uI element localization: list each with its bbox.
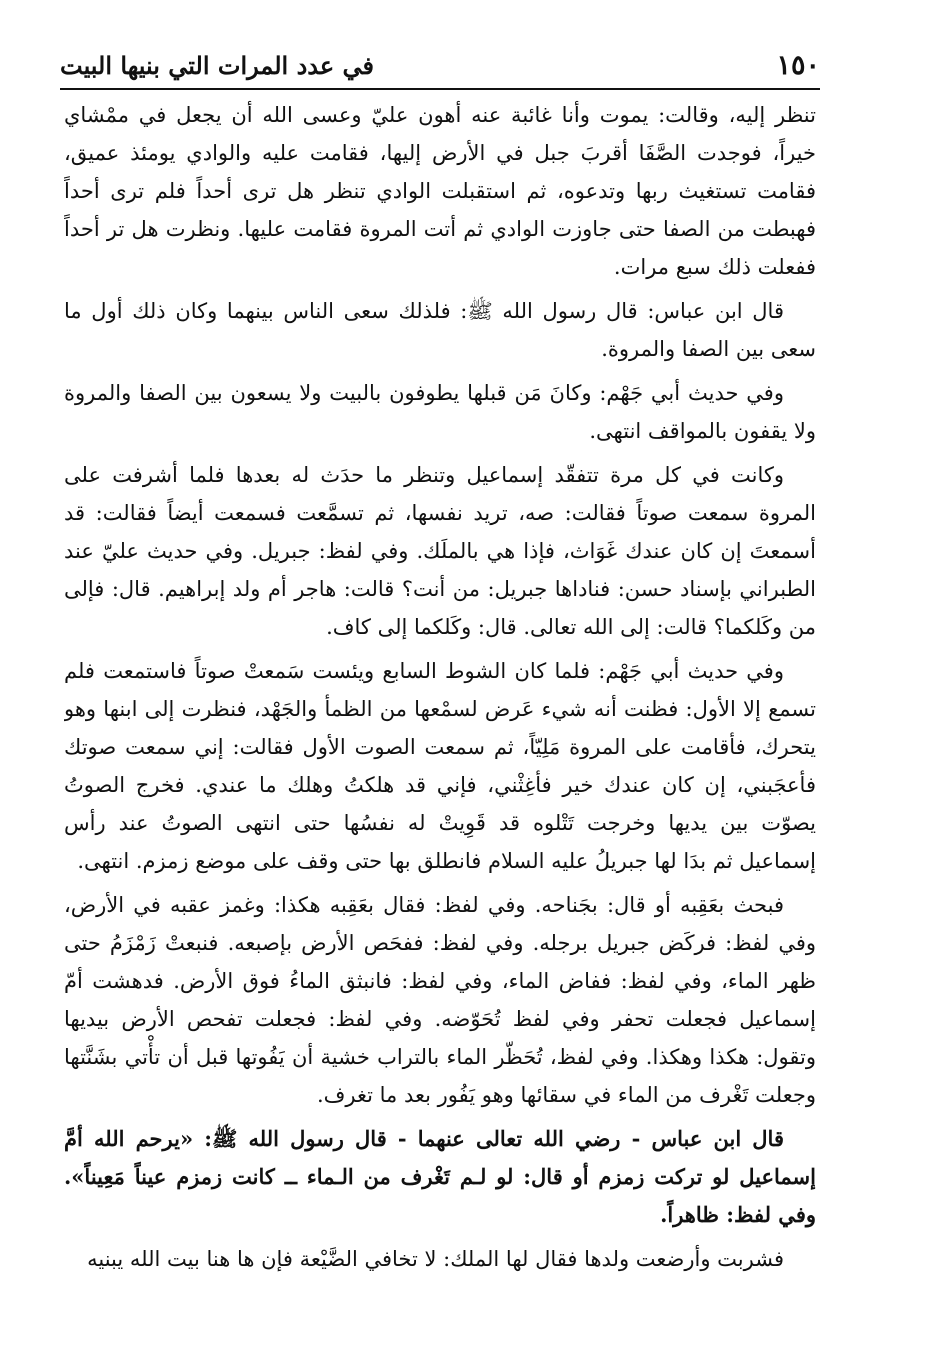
paragraph-hadith-zamzam: قال ابن عباس - رضي الله تعالى عنهما - قال رسول الله ﷺ: «يرحم الله أمَّ إسماعيل لو تركت زمزم أو قال: لو لـم تَغْرف من الـماء ــ كانت زمزم عيناً مَعِيناً». وفي لفظ: ظاهراً. (64, 1126, 816, 1227)
paragraph-zamzam-spring: فبحث بعَقِبه أو قال: بجَناحه. وفي لفظ: فقال بعَقِبه هكذا: وغمز عقبه في الأرض، وفي لفظ: فركَض جبريل برجله. وفي لفظ: ففحَص الأرض بإصبعه. فنبعتْ زَمْزَمُ حتى ظهر الماء، وفي لفظ: ففاض الماء، وفي لفظ: فانبثق الماءُ فوق الأرض. فدهشت أمّ إسماعيل فجعلت تحفر وفي لفظ تُحَوّضه. وفي لفظ: فجعلت تفحص الأرض بيديها وتقول: هكذا وهكذا. وفي لفظ، تُحَظّر الماء بالتراب خشية أن يَفُوتها قبل أن تأْتي بشَنَّتها وجعلت تَغْرف من الماء في سقائها وهو يَفُور بعد ما تغرف. (64, 893, 816, 1107)
page-body (64, 96, 816, 1331)
paragraph-hagar-search: تنظر إليه، وقالت: يموت وأنا غائبة عنه أهون عليّ وعسى الله أن يجعل في ممْشاي خيراً، فوجدت الصَّفَا أقربَ جبل في الأرض إليها، فقامت عليه والوادي يومئذ عميق، فقامت تستغيث ربها وتدعوه، ثم استقبلت الوادي تنظر هل ترى أحداً فلم ترى أحداً فهبطت من الصفا حتى جاوزت الوادي ثم أتت المروة فقامت عليها. ونظرت هل تر أحداً ففعلت ذلك سبع مرات. (64, 103, 816, 279)
paragraph-angel-reassurance: فشربت وأرضعت ولدها فقال لها الملك: لا تخافي الضَّيْعة فإن ها هنا بيت الله يبنيه (87, 1247, 784, 1271)
paragraph-abi-jahm-tawaf: وفي حديث أبي جَهْم: وكانَ مَن قبلها يطوفون بالبيت ولا يسعون بين الصفا والمروة ولا يقفون بالمواقف انتهى. (64, 381, 816, 443)
paragraph-ibn-abbas-sai: قال ابن عباس: قال رسول الله ﷺ: فلذلك سعى الناس بينهما وكان ذلك أول ما سعى بين الصفا والمروة. (64, 299, 816, 361)
page-number: ١٥٠ (776, 50, 820, 81)
page-header (60, 48, 820, 84)
paragraph-seventh-round: وفي حديث أبي جَهْم: فلما كان الشوط السابع ويئست سَمعتْ صوتاً فاستمعت فلم تسمع إلا الأول: فظنت أنه شيء عَرض لسمْعها من الظمأ والجَهْد، فنظرت إلى ابنها وهو يتحرك، فأقامت على المروة مَلِيّاً، ثم سمعت الصوت الأول فقالت: إني سمعت صوتك فأعجَبني، إن كان عندك خير فأغِثْني، فإني قد هلكتُ وهلك ما عندي. فخرج الصوتُ يصوّت بين يديها وخرجت تَتْلوه قد قَوِيتْ له نفسُها حتى انتهى الصوتُ عند رأس إسماعيل ثم بدَا لها جبريلُ عليه السلام فانطلق بها حتى وقف على موضع زمزم. انتهى. (64, 659, 816, 873)
paragraph-angel-voice: وكانت في كل مرة تتفقّد إسماعيل وتنظر ما حدَث له بعدها فلما أشرفت على المروة سمعت صوتاً فقالت: صه، تريد نفسها، ثم تسمَّعت فسمعت أيضاً فقالت: قد أسمعتَ إن كان عندك غَوَاث، فإذا هي بالملَك. وفي لفظ: جبريل. وفي حديث عليّ عند الطبراني بإسناد حسن: فناداها جبريل: من أنت؟ قالت: هاجر أم ولد إبراهيم. قال: فإلى من وكَلكما؟ قالت: إلى الله تعالى. قال: وكَلكما إلى كاف. (64, 463, 816, 639)
running-title: في عدد المرات التي بنيها البيت (60, 51, 375, 80)
header-divider (60, 88, 820, 90)
